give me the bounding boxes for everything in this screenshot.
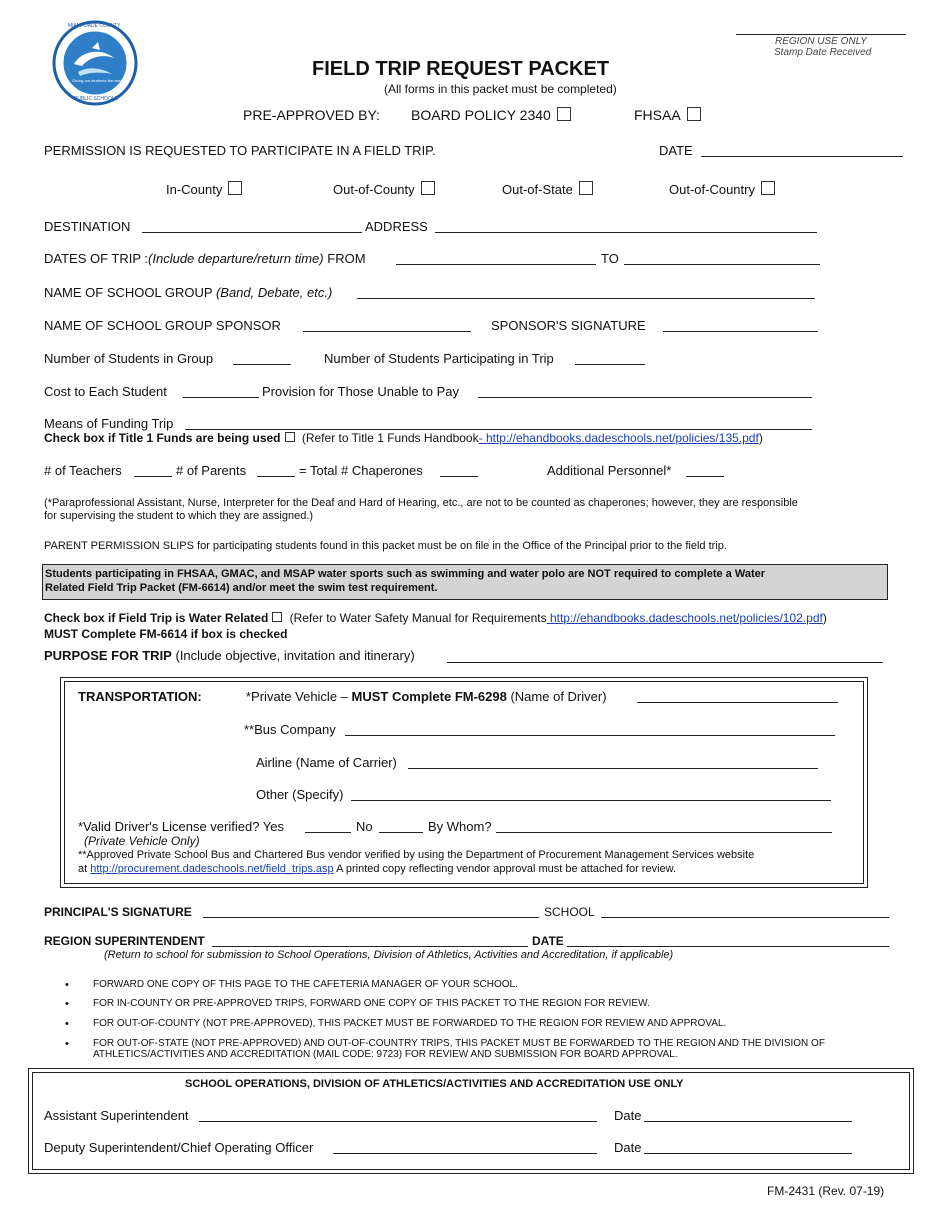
destination-label: DESTINATION <box>44 219 131 234</box>
trip-type-out-of-state: Out-of-State <box>502 181 593 197</box>
fhsaa-checkbox[interactable] <box>687 107 701 121</box>
procurement-line: at http://procurement.dadeschools.net/field_trips.asp A printed copy reflecting vendor approval must be attached for review. <box>78 863 677 875</box>
procurement-link[interactable]: http://procurement.dadeschools.net/field_trips.asp <box>90 863 334 875</box>
sponsor-signature-label: SPONSOR'S SIGNATURE <box>491 318 646 333</box>
page-subtitle: (All forms in this packet must be completed) <box>384 82 617 96</box>
cost-label: Cost to Each Student <box>44 384 167 399</box>
bus-company-label: **Bus Company <box>244 722 336 737</box>
out-of-county-checkbox[interactable] <box>421 181 435 195</box>
destination-field[interactable] <box>142 232 362 233</box>
water-related-checkbox[interactable] <box>272 612 282 622</box>
permission-text: PERMISSION IS REQUESTED TO PARTICIPATE IN A FIELD TRIP. <box>44 143 436 158</box>
out-of-country-checkbox[interactable] <box>761 181 775 195</box>
airline-field[interactable] <box>408 768 818 769</box>
principal-signature-field[interactable] <box>203 917 539 918</box>
teachers-field[interactable] <box>134 476 172 477</box>
water-related-line: Check box if Field Trip is Water Related (Refer to Water Safety Manual for Requirements http://ehandbooks.dadeschools.net/policies/102.pdf) <box>44 611 827 625</box>
school-field[interactable] <box>601 917 889 918</box>
date-field[interactable] <box>701 156 903 157</box>
total-chaperones-label: = Total # Chaperones <box>299 463 423 478</box>
board-policy-checkbox[interactable] <box>557 107 571 121</box>
must-complete-fm6614: MUST Complete FM-6614 if box is checked <box>44 627 288 641</box>
district-logo <box>52 20 138 106</box>
license-no-field[interactable] <box>379 832 423 833</box>
instruction-item-continued: ATHLETICS/ACTIVITIES AND ACCREDITATION (MAIL CODE: 9723) FOR REVIEW AND SUBMISSION FOR BOARD APPROVAL. <box>93 1049 678 1060</box>
region-date-label: DATE <box>532 934 564 948</box>
water-safety-link[interactable]: http://ehandbooks.dadeschools.net/policies/102.pdf <box>546 611 823 625</box>
principal-signature-label: PRINCIPAL'S SIGNATURE <box>44 905 192 919</box>
region-use-only: REGION USE ONLY <box>775 36 867 47</box>
instruction-item: • FOR OUT-OF-STATE (NOT PRE-APPROVED) AND OUT-OF-COUNTRY TRIPS, THIS PACKET MUST BE FORWARDED TO THE REGION AND THE DIVISION OF <box>93 1038 825 1049</box>
sponsor-field[interactable] <box>303 331 471 332</box>
purpose-label: PURPOSE FOR TRIP (Include objective, invitation and itinerary) <box>44 648 415 663</box>
region-superintendent-label: REGION SUPERINTENDENT <box>44 934 205 948</box>
board-policy-label: BOARD POLICY 2340 <box>411 107 571 123</box>
driver-name-field[interactable] <box>637 702 838 703</box>
approved-bus-note: **Approved Private School Bus and Chartered Bus vendor verified by using the Department of Procurement Management Services website <box>78 849 755 861</box>
school-label: SCHOOL <box>544 905 595 919</box>
private-vehicle-only-note: (Private Vehicle Only) <box>84 834 200 848</box>
other-field[interactable] <box>351 800 831 801</box>
license-verified-label: *Valid Driver's License verified? Yes <box>78 819 285 834</box>
students-in-group-field[interactable] <box>233 364 291 365</box>
school-group-field[interactable] <box>357 298 815 299</box>
region-superintendent-field[interactable] <box>212 946 528 947</box>
trip-type-out-of-county: Out-of-County <box>333 181 435 197</box>
total-chaperones-field[interactable] <box>440 476 478 477</box>
fhsaa-label: FHSAA <box>634 107 701 123</box>
purpose-field[interactable] <box>447 662 883 663</box>
logo-top-text: MIAMI-DADE COUNTY <box>68 23 121 29</box>
from-field[interactable] <box>396 264 596 265</box>
date-label: DATE <box>659 143 693 158</box>
private-vehicle-label: *Private Vehicle – MUST Complete FM-6298 (Name of Driver) <box>246 689 607 704</box>
stamp-date-label: Stamp Date Received <box>774 47 872 58</box>
trip-type-in-county: In-County <box>166 181 242 197</box>
sponsor-signature-field[interactable] <box>663 331 818 332</box>
additional-personnel-label: Additional Personnel* <box>547 463 672 478</box>
title1-line: Check box if Title 1 Funds are being used (Refer to Title 1 Funds Handbook- http://ehandbooks.dadeschools.net/policies/135.pdf) <box>44 431 763 445</box>
by-whom-field[interactable] <box>496 832 832 833</box>
sponsor-label: NAME OF SCHOOL GROUP SPONSOR <box>44 318 281 333</box>
assistant-superintendent-field[interactable] <box>199 1121 597 1122</box>
paraprofessional-note-2: for supervising the student to which they are assigned.) <box>44 510 314 522</box>
deputy-date-field[interactable] <box>644 1153 852 1154</box>
form-id: FM-2431 (Rev. 07-19) <box>767 1184 885 1198</box>
school-group-label: NAME OF SCHOOL GROUP (Band, Debate, etc.) <box>44 285 333 300</box>
assistant-date-field[interactable] <box>644 1121 852 1122</box>
water-sports-notice <box>42 564 888 600</box>
teachers-label: # of Teachers <box>44 463 122 478</box>
water-notice-line-2: Related Field Trip Packet (FM-6614) and/or meet the swim test requirement. <box>45 582 438 594</box>
to-field[interactable] <box>624 264 820 265</box>
license-yes-field[interactable] <box>305 832 351 833</box>
transportation-label: TRANSPORTATION: <box>78 689 202 704</box>
provision-field[interactable] <box>478 397 812 398</box>
by-whom-label: By Whom? <box>428 819 492 834</box>
deputy-date-label: Date <box>614 1140 642 1155</box>
water-notice-line-1: Students participating in FHSAA, GMAC, and MSAP water sports such as swimming and water polo are NOT required to complete a Water <box>45 568 766 580</box>
pre-approved-label: PRE-APPROVED BY: <box>243 107 380 123</box>
funding-field[interactable] <box>185 429 812 430</box>
instruction-item: • FORWARD ONE COPY OF THIS PAGE TO THE CAFETERIA MANAGER OF YOUR SCHOOL. <box>93 979 518 990</box>
additional-personnel-field[interactable] <box>686 476 724 477</box>
office-use-title: SCHOOL OPERATIONS, DIVISION OF ATHLETICS/ACTIVITIES AND ACCREDITATION USE ONLY <box>185 1078 684 1090</box>
out-of-state-checkbox[interactable] <box>579 181 593 195</box>
parents-field[interactable] <box>257 476 295 477</box>
airline-label: Airline (Name of Carrier) <box>256 755 397 770</box>
students-participating-label: Number of Students Participating in Trip <box>324 351 554 366</box>
parent-permission-note: PARENT PERMISSION SLIPS for participating students found in this packet must be on file in the Office of the Principal prior to the field trip. <box>44 540 727 552</box>
region-stamp-line <box>736 34 906 35</box>
title1-checkbox[interactable] <box>285 432 295 442</box>
return-note: (Return to school for submission to School Operations, Division of Athletics, Activities and Accreditation, if applicable) <box>104 949 674 961</box>
students-participating-field[interactable] <box>575 364 645 365</box>
deputy-superintendent-label: Deputy Superintendent/Chief Operating Officer <box>44 1140 314 1155</box>
provision-label: Provision for Those Unable to Pay <box>262 384 460 399</box>
logo-tagline: Giving our students the world <box>72 78 124 83</box>
assistant-superintendent-label: Assistant Superintendent <box>44 1108 189 1123</box>
cost-field[interactable] <box>183 397 259 398</box>
logo-bottom-text: PUBLIC SCHOOLS <box>74 96 118 102</box>
in-county-checkbox[interactable] <box>228 181 242 195</box>
paraprofessional-note: (*Paraprofessional Assistant, Nurse, Interpreter for the Deaf and Hard of Hearing, etc., are not to be counted as chaperones; however, they are responsible <box>44 497 798 509</box>
address-field[interactable] <box>435 232 817 233</box>
instruction-item: • FOR IN-COUNTY OR PRE-APPROVED TRIPS, FORWARD ONE COPY OF THIS PACKET TO THE REGION FOR REVIEW. <box>93 998 650 1009</box>
students-in-group-label: Number of Students in Group <box>44 351 214 366</box>
dates-of-trip-label: DATES OF TRIP :(Include departure/return time) FROM <box>44 251 366 266</box>
bus-company-field[interactable] <box>345 735 835 736</box>
parents-label: # of Parents <box>176 463 247 478</box>
region-date-field[interactable] <box>567 946 889 947</box>
address-label: ADDRESS <box>365 219 428 234</box>
to-label: TO <box>601 251 619 266</box>
deputy-superintendent-field[interactable] <box>333 1153 597 1154</box>
title1-handbook-link[interactable]: - http://ehandbooks.dadeschools.net/policies/135.pdf <box>478 431 759 445</box>
page-title: FIELD TRIP REQUEST PACKET <box>312 58 610 80</box>
trip-type-out-of-country: Out-of-Country <box>669 181 775 197</box>
assistant-date-label: Date <box>614 1108 642 1123</box>
other-label: Other (Specify) <box>256 787 344 802</box>
funding-label: Means of Funding Trip <box>44 416 174 431</box>
instruction-item: • FOR OUT-OF-COUNTY (NOT PRE-APPROVED), THIS PACKET MUST BE FORWARDED TO THE REGION FOR REVIEW AND APPROVAL. <box>93 1018 726 1029</box>
license-no-label: No <box>356 819 373 834</box>
